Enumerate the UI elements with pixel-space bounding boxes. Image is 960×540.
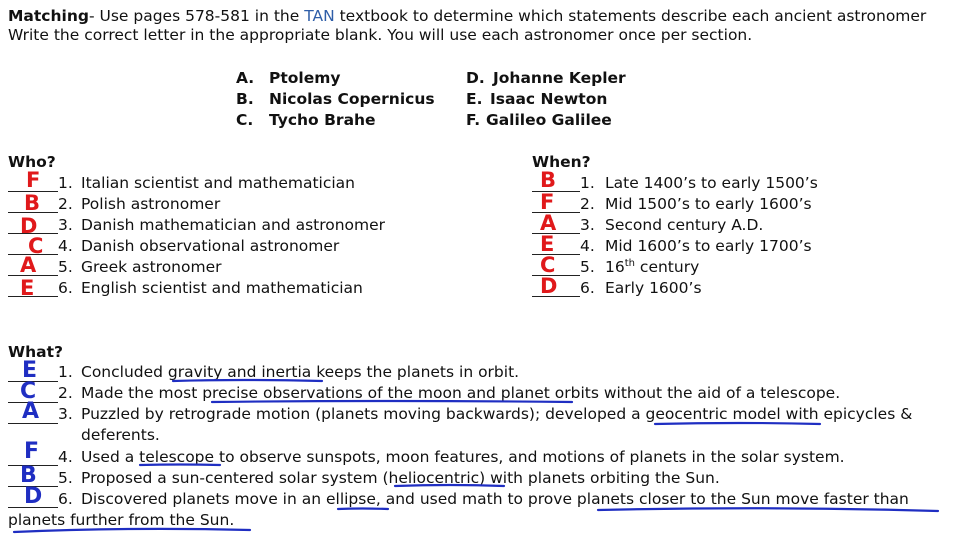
handwritten-answer: A: [540, 211, 557, 235]
matching-title: Matching: [8, 7, 89, 25]
what-heading: What?: [8, 343, 63, 361]
option-c: C. Tycho Brahe: [236, 111, 376, 129]
who-item-number: 3.: [58, 216, 73, 234]
what-item-number: 1.: [58, 363, 73, 381]
when-item-text: Mid 1600’s to early 1700’s: [605, 237, 812, 255]
what-item-number: 4.: [58, 448, 73, 466]
handwritten-answer: D: [540, 274, 558, 298]
when-heading: When?: [532, 153, 591, 171]
handwritten-answer: C: [540, 253, 556, 277]
what-item-text: Made the most precise observations of the moon and planet orbits without the aid of a telescope.: [81, 384, 841, 402]
underline-geocentric-model: [655, 423, 820, 424]
when-item-text: Early 1600’s: [605, 279, 702, 297]
what-item-text: Discovered planets move in an ellipse, and used math to prove planets closer to the Sun move faster than: [81, 490, 909, 508]
who-item-number: 4.: [58, 237, 73, 255]
handwritten-answer: F: [26, 168, 41, 192]
who-heading: Who?: [8, 153, 56, 171]
what-item-number: 6.: [58, 490, 73, 508]
what-item-number: 2.: [58, 384, 73, 402]
instructions-line-2: Write the correct letter in the appropriate blank. You will use each astronomer once per section.: [8, 26, 753, 44]
handwritten-answer: F: [24, 439, 40, 464]
handwritten-answer: F: [540, 190, 555, 214]
when-item-text: Mid 1500’s to early 1600’s: [605, 195, 812, 213]
underline-precise-observations: [212, 401, 572, 402]
option-d: D. Johanne Kepler: [466, 69, 626, 87]
who-item-number: 2.: [58, 195, 73, 213]
underline-telescope: [140, 465, 220, 466]
what-item-text: Concluded gravity and inertia keeps the planets in orbit.: [81, 363, 520, 381]
handwritten-answer: C: [20, 379, 37, 404]
underline-planets-closer: [598, 508, 938, 511]
when-item-number: 6.: [580, 279, 595, 297]
who-item-text: Greek astronomer: [81, 258, 222, 276]
what-item-text-continued: planets further from the Sun.: [8, 511, 235, 529]
who-item-number: 1.: [58, 174, 73, 192]
underline-heliocentric: [395, 485, 504, 486]
instructions-line-1: Matching- Use pages 578-581 in the TAN textbook to determine which statements describe each ancient astronomer: [8, 7, 927, 25]
what-item-text: Proposed a sun-centered solar system (heliocentric) with planets orbiting the Sun.: [81, 469, 720, 487]
underline-gravity-inertia: [173, 380, 322, 381]
option-b: B. Nicolas Copernicus: [236, 90, 435, 108]
when-item-number: 4.: [580, 237, 595, 255]
when-item-text: Second century A.D.: [605, 216, 764, 234]
handwritten-answer: B: [20, 463, 37, 488]
what-item-number: 3.: [58, 405, 73, 423]
handwritten-answer: E: [540, 232, 555, 256]
handwritten-answer: D: [20, 214, 38, 238]
when-item-text: 16th century: [605, 257, 700, 276]
option-f: F. Galileo Galilee: [466, 111, 612, 129]
who-item-text: Italian scientist and mathematician: [81, 174, 355, 192]
who-item-text: Danish mathematician and astronomer: [81, 216, 386, 234]
when-item-number: 1.: [580, 174, 595, 192]
who-item-text: Polish astronomer: [81, 195, 221, 213]
handwritten-answer: D: [24, 484, 43, 509]
handwritten-answer: B: [24, 191, 41, 215]
handwritten-answer: A: [22, 399, 40, 424]
handwritten-answer: C: [28, 234, 44, 258]
when-item-number: 2.: [580, 195, 595, 213]
handwritten-answer: A: [20, 253, 37, 277]
option-a: A. Ptolemy: [236, 69, 341, 87]
handwritten-answer: B: [540, 168, 557, 192]
underline-ellipse: [338, 509, 388, 510]
what-item-text-continued: deferents.: [81, 426, 160, 444]
handwritten-answer: E: [20, 276, 35, 300]
what-item-text: Used a telescope to observe sunspots, moon features, and motions of planets in the solar system.: [81, 448, 845, 466]
handwritten-answer: E: [22, 358, 38, 383]
when-item-number: 5.: [580, 258, 595, 276]
who-item-text: English scientist and mathematician: [81, 279, 363, 297]
who-item-number: 6.: [58, 279, 73, 297]
when-item-number: 3.: [580, 216, 595, 234]
who-item-number: 5.: [58, 258, 73, 276]
option-e: E. Isaac Newton: [466, 90, 608, 108]
what-item-text: Puzzled by retrograde motion (planets moving backwards); developed a geocentric model with epicycles &: [81, 405, 913, 423]
when-item-text: Late 1400’s to early 1500’s: [605, 174, 818, 192]
who-item-text: Danish observational astronomer: [81, 237, 340, 255]
what-item-number: 5.: [58, 469, 73, 487]
tan-word: TAN: [304, 7, 335, 25]
underline-planets-further: [14, 529, 250, 532]
